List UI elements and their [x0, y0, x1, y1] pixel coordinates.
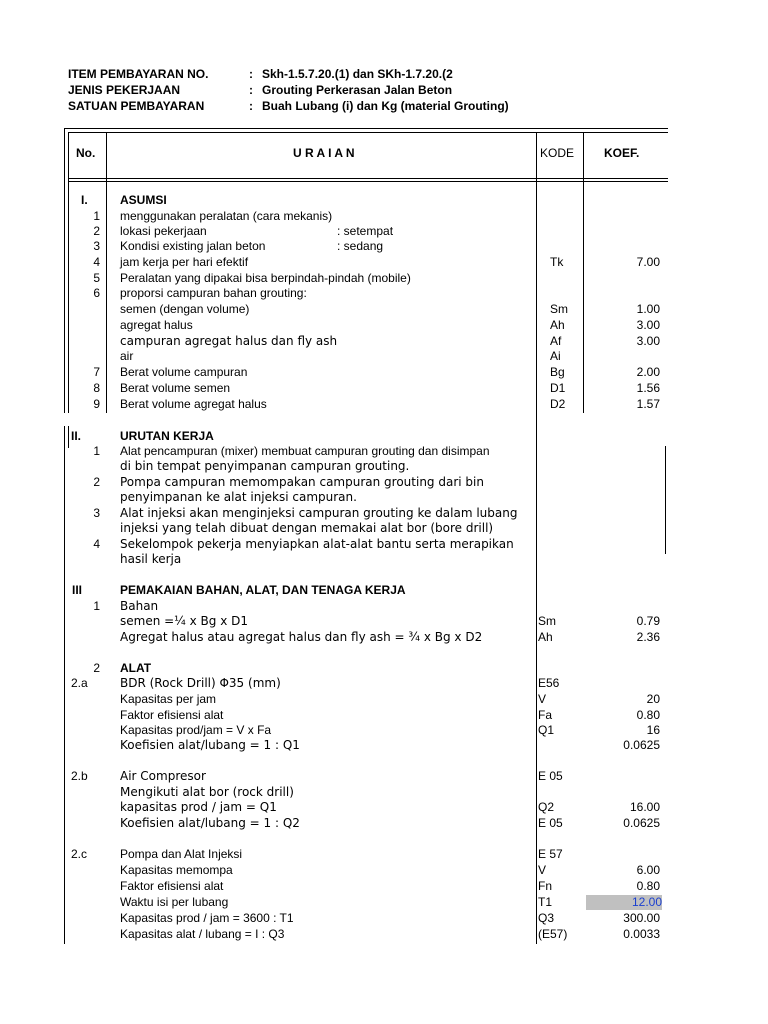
table-row: [64, 506, 668, 521]
jenis-value: Grouting Perkerasan Jalan Beton: [262, 83, 453, 97]
row-code: Fn: [538, 879, 553, 893]
row-number: 1: [93, 209, 100, 223]
table-row: [64, 349, 668, 364]
row-coefficient: 3.00: [636, 334, 660, 348]
row-coefficient: 0.80: [636, 708, 660, 722]
table-row: [64, 381, 668, 396]
row-number: I.: [81, 193, 88, 207]
row-coefficient: 300.00: [623, 911, 660, 925]
row-description: PEMAKAIAN BAHAN, ALAT, DAN TENAGA KERJA: [120, 583, 406, 597]
header-no: No.: [76, 146, 96, 160]
row-description: Berat volume campuran: [120, 365, 248, 379]
row-description: ASUMSI: [120, 193, 167, 207]
row-code: Tk: [550, 255, 564, 269]
row-number: II.: [71, 429, 82, 443]
row-description: Faktor efisiensi alat: [120, 708, 224, 722]
table-row: [64, 785, 668, 800]
satuan-value: Buah Lubang (i) dan Kg (material Grouting): [262, 99, 509, 113]
table-row: [64, 816, 668, 831]
row-coefficient: 1.56: [636, 381, 660, 395]
row-description: semen (dengan volume): [120, 302, 250, 316]
row-code: Fa: [538, 708, 553, 722]
table-row: [64, 365, 668, 380]
row-description: Kapasitas prod / jam = 3600 : T1: [120, 911, 294, 925]
table-row: [64, 521, 668, 536]
table-row: [64, 302, 668, 317]
row-number: 2: [93, 224, 100, 238]
row-description: injeksi yang telah dibuat dengan memakai alat bor (bore drill): [120, 521, 494, 535]
table-row: [64, 193, 668, 208]
table-row: [64, 286, 668, 301]
row-description: hasil kerja: [120, 552, 182, 566]
row-code: Sm: [550, 302, 568, 316]
row-description: Mengikuti alat bor (rock drill): [120, 785, 294, 799]
table-row: [64, 475, 668, 490]
row-description: Peralatan yang dipakai bisa berpindah-pindah (mobile): [120, 271, 411, 285]
table-row: [64, 676, 668, 691]
item-value: Skh-1.5.7.20.(1) dan SKh-1.7.20.(2: [262, 67, 453, 81]
row-code: E 05: [538, 769, 563, 783]
row-description: Air Compresor: [120, 769, 206, 783]
row-description: Waktu isi per lubang: [120, 895, 229, 909]
row-description: Kapasitas prod/jam = V x Fa: [120, 723, 272, 737]
row-description: Kapasitas per jam: [120, 692, 217, 706]
row-description: Koefisien alat/lubang = 1 : Q1: [120, 738, 300, 752]
table-row: [64, 271, 668, 286]
row-coefficient: 2.36: [636, 630, 660, 644]
row-code: Q3: [538, 911, 555, 925]
table-row: [64, 255, 668, 270]
row-description: penyimpanan ke alat injeksi campuran.: [120, 490, 357, 504]
table-row: [64, 738, 668, 753]
row-description: Sekelompok pekerja menyiapkan alat-alat bantu serta merapikan: [120, 537, 514, 551]
row-description: Pompa dan Alat Injeksi: [120, 847, 243, 861]
row-description: Alat injeksi akan menginjeksi campuran grouting ke dalam lubang: [120, 506, 518, 520]
header-block: [68, 66, 588, 114]
row-coefficient: 12.00: [586, 895, 662, 910]
row-code: D1: [550, 381, 566, 395]
row-description: campuran agregat halus dan fly ash: [120, 334, 338, 348]
row-coefficient: 16.00: [629, 800, 660, 814]
row-coefficient: 1.57: [636, 397, 660, 411]
row-description: kapasitas prod / jam = Q1: [120, 800, 277, 814]
row-description: Bahan: [120, 599, 159, 613]
table-row: [64, 318, 668, 333]
row-number: 1: [93, 444, 100, 458]
row-number: 8: [93, 381, 100, 395]
row-description: Koefisien alat/lubang = 1 : Q2: [120, 816, 300, 830]
row-code: E56: [538, 676, 560, 690]
row-number: 7: [93, 365, 100, 379]
row-coefficient: 7.00: [636, 255, 660, 269]
row-description: URUTAN KERJA: [120, 429, 214, 443]
row-code: T1: [538, 895, 553, 909]
table-row: [64, 490, 668, 505]
row-number: 1: [93, 599, 100, 613]
item-colon: :: [249, 67, 253, 81]
row-number: 2: [93, 475, 100, 489]
jenis-label: JENIS PEKERJAAN: [68, 83, 181, 97]
row-number: 2: [93, 661, 100, 675]
row-code: Ai: [550, 349, 561, 363]
row-code: Sm: [538, 614, 556, 628]
row-description: semen =¼ x Bg x D1: [120, 614, 248, 628]
row-description: BDR (Rock Drill) Φ35 (mm): [120, 676, 281, 690]
row-description: Alat pencampuran (mixer) membuat campuran grouting dan disimpan: [120, 444, 490, 458]
row-code: Ah: [538, 630, 553, 644]
table-row: [64, 583, 668, 598]
row-description: Faktor efisiensi alat: [120, 879, 224, 893]
header-bottom-border: [68, 178, 668, 179]
table-row: [64, 209, 668, 224]
jenis-colon: :: [249, 83, 253, 97]
row-description-value: : setempat: [337, 224, 394, 238]
table-top-border: [64, 128, 668, 129]
row-code: Bg: [550, 365, 565, 379]
table-row: [64, 614, 668, 629]
row-description: Kapasitas alat / lubang = I : Q3: [120, 927, 285, 941]
row-code: E 57: [538, 847, 563, 861]
row-coefficient: 1.00: [636, 302, 660, 316]
row-number: 3: [93, 506, 100, 520]
row-description: Kapasitas memompa: [120, 863, 233, 877]
satuan-colon: :: [249, 99, 253, 113]
table-row: [64, 537, 668, 552]
row-code: Af: [550, 334, 562, 348]
table-row: [64, 879, 668, 894]
row-description: Kondisi existing jalan beton: [120, 239, 266, 253]
row-number: 4: [93, 255, 100, 269]
table-row: [64, 459, 668, 474]
row-coefficient: 0.79: [636, 614, 660, 628]
satuan-row: [68, 98, 588, 114]
analysis-table: [64, 128, 668, 944]
table-row: [64, 397, 668, 412]
table-row: [64, 927, 668, 942]
row-coefficient: 0.0033: [623, 927, 660, 941]
row-description: Berat volume semen: [120, 381, 231, 395]
table-row: [64, 444, 668, 459]
row-description: ALAT: [120, 661, 152, 675]
row-description: proporsi campuran bahan grouting:: [120, 286, 307, 300]
row-description: jam kerja per hari efektif: [120, 255, 249, 269]
header-kode: KODE: [540, 146, 575, 160]
row-number: 6: [93, 286, 100, 300]
row-number: III: [72, 583, 83, 597]
row-code: V: [538, 692, 547, 706]
table-row: [64, 800, 668, 815]
table-row: [64, 895, 668, 910]
table-row: [64, 661, 668, 676]
table-row: [64, 769, 668, 784]
table-top-border-inner: [68, 132, 668, 133]
table-row: [64, 552, 668, 567]
row-code: E 05: [538, 816, 563, 830]
item-label: ITEM PEMBAYARAN NO.: [68, 67, 209, 81]
row-description: agregat halus: [120, 318, 193, 332]
table-row: [64, 708, 668, 723]
row-code: Ah: [550, 318, 565, 332]
row-description-value: : sedang: [337, 239, 384, 253]
row-description: Agregat halus atau agregat halus dan fly ash = ¾ x Bg x D2: [120, 630, 483, 644]
row-coefficient: 0.0625: [623, 738, 660, 752]
row-code: D2: [550, 397, 566, 411]
row-coefficient: 6.00: [636, 863, 660, 877]
row-number: 9: [93, 397, 100, 411]
row-code: V: [538, 863, 547, 877]
row-number: 2.a: [71, 676, 88, 690]
row-number: 2.b: [71, 769, 88, 783]
table-row: [64, 429, 668, 444]
header-koef: KOEF.: [604, 146, 640, 160]
table-row: [64, 911, 668, 926]
jenis-row: [68, 82, 588, 98]
row-coefficient: 16: [646, 723, 660, 737]
row-number: 2.c: [71, 847, 88, 861]
satuan-label: SATUAN PEMBAYARAN: [68, 99, 205, 113]
row-coefficient: 3.00: [636, 318, 660, 332]
table-row: [64, 723, 668, 738]
row-code: Q2: [538, 800, 555, 814]
table-row: [64, 224, 668, 239]
table-row: [64, 630, 668, 645]
row-coefficient: 2.00: [636, 365, 660, 379]
row-description: Pompa campuran memompakan campuran grouting dari bin: [120, 475, 484, 489]
header-uraian: U R A I A N: [293, 146, 355, 160]
row-description: di bin tempat penyimpanan campuran grouting.: [120, 459, 410, 473]
row-description: air: [120, 349, 134, 363]
row-number: 4: [93, 537, 100, 551]
row-coefficient: 20: [646, 692, 660, 706]
row-description: Berat volume agregat halus: [120, 397, 267, 411]
row-description: lokasi pekerjaan: [120, 224, 207, 238]
header-bottom-border-2: [68, 181, 668, 182]
item-row: [68, 66, 588, 82]
row-number: 5: [93, 271, 100, 285]
table-row: [64, 863, 668, 878]
row-coefficient: 0.0625: [623, 816, 660, 830]
row-number: 3: [93, 239, 100, 253]
table-row: [64, 599, 668, 614]
table-row: [64, 847, 668, 862]
row-description: menggunakan peralatan (cara mekanis): [120, 209, 333, 223]
row-code: Q1: [538, 723, 555, 737]
row-code: (E57): [538, 927, 568, 941]
table-row: [64, 239, 668, 254]
table-row: [64, 334, 668, 349]
row-coefficient: 0.80: [636, 879, 660, 893]
table-row: [64, 692, 668, 707]
